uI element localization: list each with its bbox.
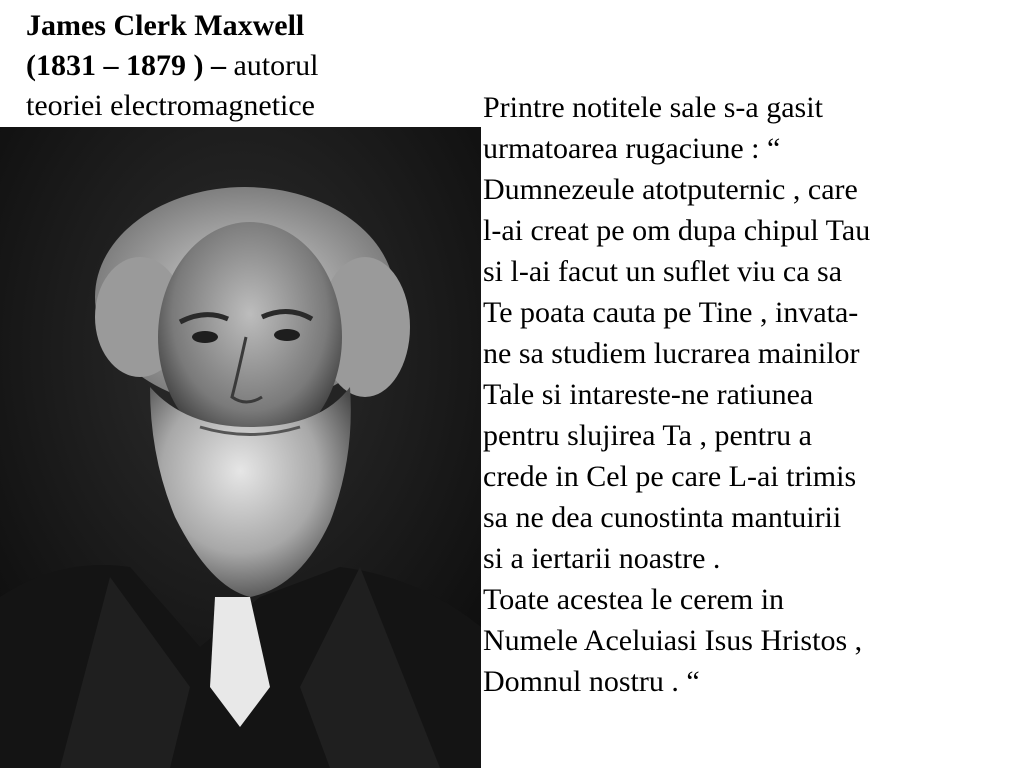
- prayer-line: Te poata cauta pe Tine , invata-: [483, 296, 859, 329]
- prayer-line: Numele Aceluiasi Isus Hristos ,: [483, 624, 863, 657]
- portrait-photo: [0, 127, 481, 768]
- prayer-line: urmatoarea rugaciune : “: [483, 132, 781, 165]
- title-subject: teoriei electromagnetice: [26, 89, 315, 122]
- prayer-line: si a iertarii noastre .: [483, 542, 721, 575]
- prayer-line: ne sa studiem lucrarea mainilor: [483, 337, 860, 370]
- prayer-text: [483, 87, 1024, 702]
- prayer-line: Printre notitele sale s-a gasit: [483, 91, 823, 124]
- prayer-line: crede in Cel pe care L-ai trimis: [483, 460, 857, 493]
- prayer-line: Tale si intareste-ne ratiunea: [483, 378, 814, 411]
- slide-title: [26, 6, 476, 126]
- prayer-line: Dumnezeule atotputernic , care: [483, 173, 858, 206]
- prayer-line: Domnul nostru . “: [483, 665, 700, 698]
- portrait-illustration: [0, 127, 481, 768]
- prayer-line: si l-ai facut un suflet viu ca sa: [483, 255, 843, 288]
- prayer-line: Toate acestea le cerem in: [483, 583, 785, 616]
- prayer-line: l-ai creat pe om dupa chipul Tau: [483, 214, 871, 247]
- prayer-line: pentru slujirea Ta , pentru a: [483, 419, 812, 452]
- prayer-line: sa ne dea cunostinta mantuirii: [483, 501, 842, 534]
- title-name: James Clerk Maxwell: [26, 9, 305, 42]
- title-dates: (1831 – 1879 ) –: [26, 49, 226, 82]
- title-role: autorul: [225, 49, 319, 82]
